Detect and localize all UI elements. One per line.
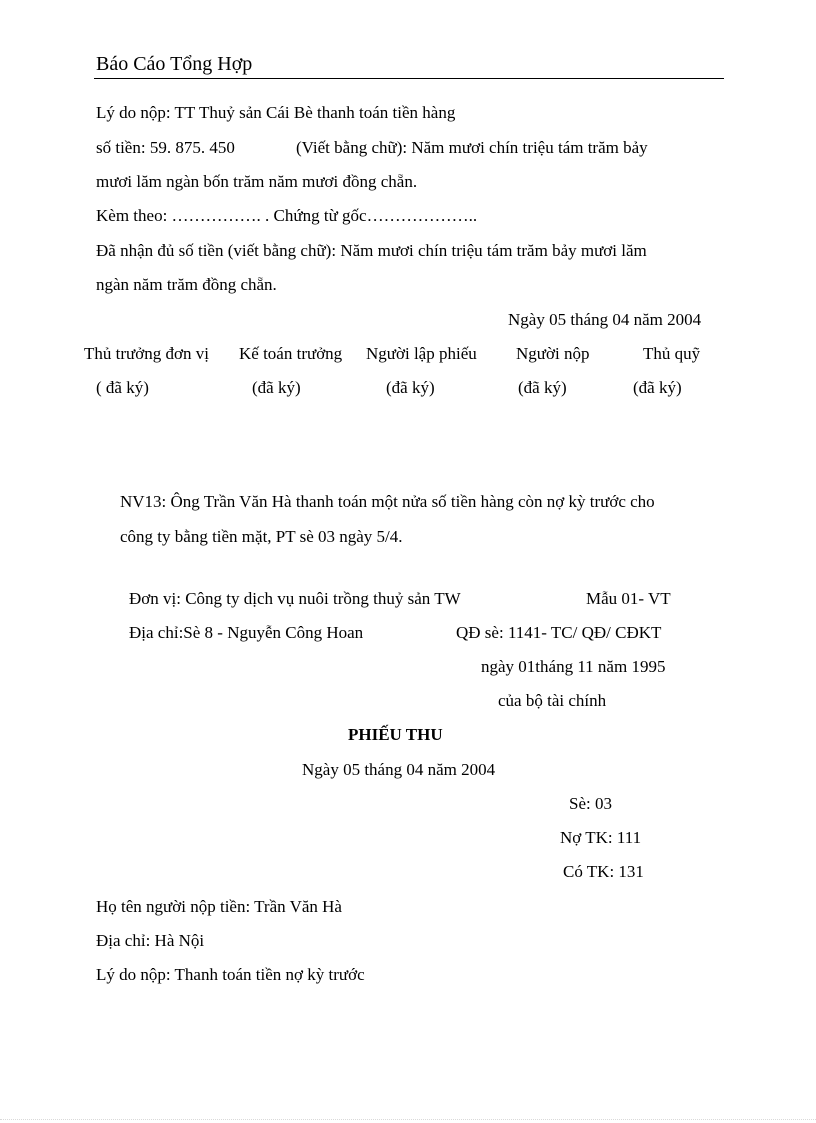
header-rule — [94, 78, 724, 79]
receipt2-date: Ngày 05 tháng 04 năm 2004 — [302, 760, 496, 779]
receipt2-number: Sè: 03 — [569, 794, 612, 813]
receipt2-unit: Đơn vị: Công ty dịch vụ nuôi trồng thuỷ sản TW — [129, 589, 461, 608]
receipt1-amount-words-2: mươi lăm ngàn bốn trăm năm mươi đồng chẵn. — [96, 172, 418, 191]
signature-status-preparer: (đã ký) — [386, 378, 435, 397]
signature-role-preparer: Người lập phiếu — [366, 344, 477, 363]
signature-role-cashier: Thủ quỹ — [643, 344, 701, 363]
signature-role-director: Thủ trưởng đơn vị — [84, 344, 209, 363]
receipt1-amount-words-1: (Viết bằng chữ): Năm mươi chín triệu tám trăm bảy — [296, 138, 648, 157]
receipt2-title: PHIẾU THU — [348, 725, 443, 744]
page-header-title: Báo Cáo Tổng Hợp — [96, 53, 253, 75]
receipt1-attached: Kèm theo: ……………. . Chứng từ gốc……………….. — [96, 206, 478, 225]
receipt2-debit-account: Nợ TK: 111 — [560, 828, 642, 847]
receipt2-credit-account: Có TK: 131 — [563, 862, 644, 881]
receipt2-payer-address: Địa chỉ: Hà Nội — [96, 931, 205, 950]
receipt1-amount: số tiền: 59. 875. 450 — [96, 138, 235, 157]
nv13-line-1: NV13: Ông Trần Văn Hà thanh toán một nửa số tiền hàng còn nợ kỳ trước cho — [120, 492, 655, 511]
receipt1-received-2: ngàn năm trăm đồng chẵn. — [96, 275, 277, 294]
signature-status-chief-accountant: (đã ký) — [252, 378, 301, 397]
signature-role-payer: Người nộp — [516, 344, 590, 363]
receipt1-received-1: Đã nhận đủ số tiền (viết bằng chữ): Năm mươi chín triệu tám trăm bảy mươi lăm — [96, 241, 647, 260]
receipt1-reason: Lý do nộp: TT Thuỷ sản Cái Bè thanh toán tiền hàng — [96, 103, 456, 122]
signature-status-payer: (đã ký) — [518, 378, 567, 397]
page-bottom-border — [0, 1119, 816, 1120]
receipt2-address: Địa chỉ:Sè 8 - Nguyễn Công Hoan — [129, 623, 364, 642]
receipt2-ministry: của bộ tài chính — [498, 691, 607, 710]
signature-status-director: ( đã ký) — [96, 378, 149, 397]
signature-role-chief-accountant: Kế toán trưởng — [239, 344, 343, 363]
receipt2-decision: QĐ sè: 1141- TC/ QĐ/ CĐKT — [456, 623, 662, 642]
nv13-line-2: công ty bằng tiền mặt, PT sè 03 ngày 5/4. — [120, 527, 403, 546]
signature-status-cashier: (đã ký) — [633, 378, 682, 397]
receipt2-form: Mẫu 01- VT — [586, 589, 671, 608]
receipt2-reason: Lý do nộp: Thanh toán tiền nợ kỳ trước — [96, 965, 365, 984]
receipt1-date: Ngày 05 tháng 04 năm 2004 — [508, 310, 702, 329]
receipt2-payer: Họ tên người nộp tiền: Trần Văn Hà — [96, 897, 342, 916]
receipt2-decision-date: ngày 01tháng 11 năm 1995 — [481, 657, 666, 676]
